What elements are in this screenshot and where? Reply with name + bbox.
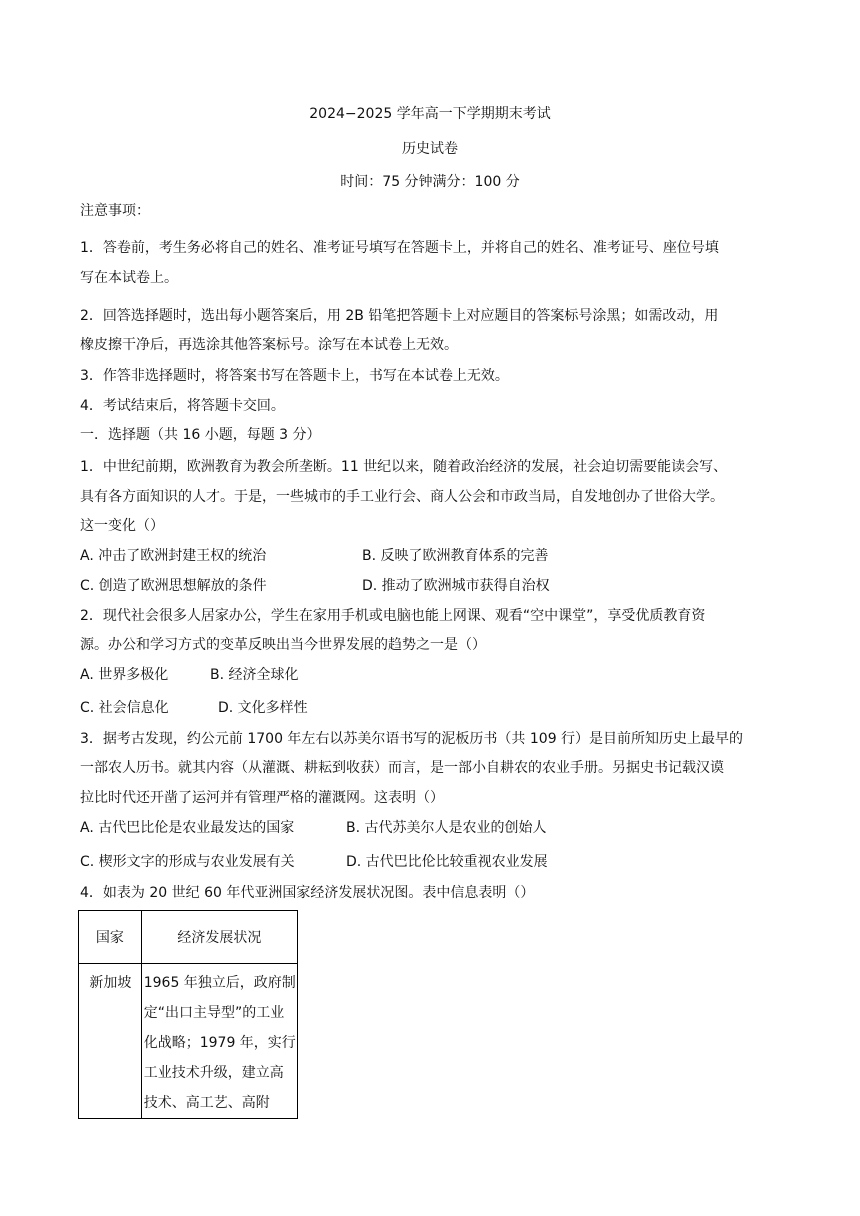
q3-option-b: B. 古代苏美尔人是农业的创始人 [346, 820, 547, 836]
q1-option-a: A. 冲击了欧洲封建王权的统治 [80, 548, 267, 564]
q4-stem-line-1: 4．如表为 20 世纪 60 年代亚洲国家经济发展状况图。表中信息表明（） [80, 885, 535, 901]
note-item-2-line-2: 橡皮擦干净后，再选涂其他答案标号。涂写在本试卷上无效。 [80, 337, 458, 353]
note-item-1-line-2: 写在本试卷上。 [80, 270, 178, 286]
q2-stem-line-1: 2．现代社会很多人居家办公，学生在家用手机或电脑也能上网课、观看“空中课堂”，享受优质教育资 [80, 608, 706, 624]
exam-title: 2024−2025 学年高一下学期期末考试 [309, 106, 551, 122]
note-item-1-line-1: 1．答卷前，考生务必将自己的姓名、准考证号填写在答题卡上，并将自己的姓名、准考证号、座位号填 [80, 240, 719, 256]
q3-option-d: D. 古代巴比伦比较重视农业发展 [346, 854, 548, 870]
q2-option-d: D. 文化多样性 [218, 700, 308, 716]
note-item-2-line-1: 2．回答选择题时，选出每小题答案后，用 2B 铅笔把答题卡上对应题目的答案标号涂黑；如需改动，用 [80, 308, 719, 324]
table-header-row [79, 911, 298, 964]
note-item-4: 4．考试结束后，将答题卡交回。 [80, 398, 285, 414]
economy-table [78, 910, 298, 1119]
q1-option-b: B. 反映了欧洲教育体系的完善 [362, 548, 549, 564]
table-header-country: 国家 [79, 911, 142, 964]
q1-stem-line-3: 这一变化（） [80, 518, 164, 534]
q1-stem-line-2: 具有各方面知识的人才。于是，一些城市的手工业行会、商人公会和市政当局，自发地创办了世俗大学。 [80, 489, 724, 505]
q3-option-a: A. 古代巴比伦是农业最发达的国家 [80, 820, 295, 836]
table-cell-country-wrap [79, 964, 142, 1119]
table-cell-status-wrap [141, 964, 297, 1119]
q2-stem-line-2: 源。办公和学习方式的变革反映出当今世界发展的趋势之一是（） [80, 637, 486, 653]
section-heading: 一．选择题（共 16 小题，每题 3 分） [80, 427, 321, 443]
table-row [79, 964, 298, 1119]
q2-option-b: B. 经济全球化 [210, 667, 299, 683]
table-cell-status: 1965 年独立后，政府制定“出口主导型”的工业化战略；1979 年，实行工业技术升级，建立高技术、高工艺、高附 [143, 975, 296, 1111]
q3-option-c: C. 楔形文字的形成与农业发展有关 [80, 854, 295, 870]
q1-option-c: C. 创造了欧洲思想解放的条件 [80, 578, 267, 594]
q3-stem-line-2: 一部农人历书。就其内容（从灌溉、耕耘到收获）而言，是一部小自耕农的农业手册。另据史书记载汉谟 [80, 760, 724, 776]
q2-option-a: A. 世界多极化 [80, 667, 169, 683]
table-cell-country: 新加坡 [89, 975, 132, 991]
q2-option-c: C. 社会信息化 [80, 700, 169, 716]
notes-heading: 注意事项： [80, 203, 150, 219]
exam-time-info: 时间：75 分钟满分：100 分 [340, 174, 520, 190]
note-item-3: 3．作答非选择题时，将答案书写在答题卡上，书写在本试卷上无效。 [80, 368, 509, 384]
q3-stem-line-3: 拉比时代还开凿了运河并有管理严格的灌溉网。这表明（） [80, 790, 444, 806]
q3-stem-line-1: 3．据考古发现，约公元前 1700 年左右以苏美尔语书写的泥板历书（共 109 行）是目前所知历史上最早的 [80, 731, 744, 747]
table-header-status: 经济发展状况 [141, 911, 297, 964]
q1-stem-line-1: 1．中世纪前期，欧洲教育为教会所垄断。11 世纪以来，随着政治经济的发展，社会迫切需要能读会写、 [80, 459, 728, 475]
q1-option-d: D. 推动了欧洲城市获得自治权 [362, 578, 550, 594]
exam-subject: 历史试卷 [402, 141, 458, 157]
